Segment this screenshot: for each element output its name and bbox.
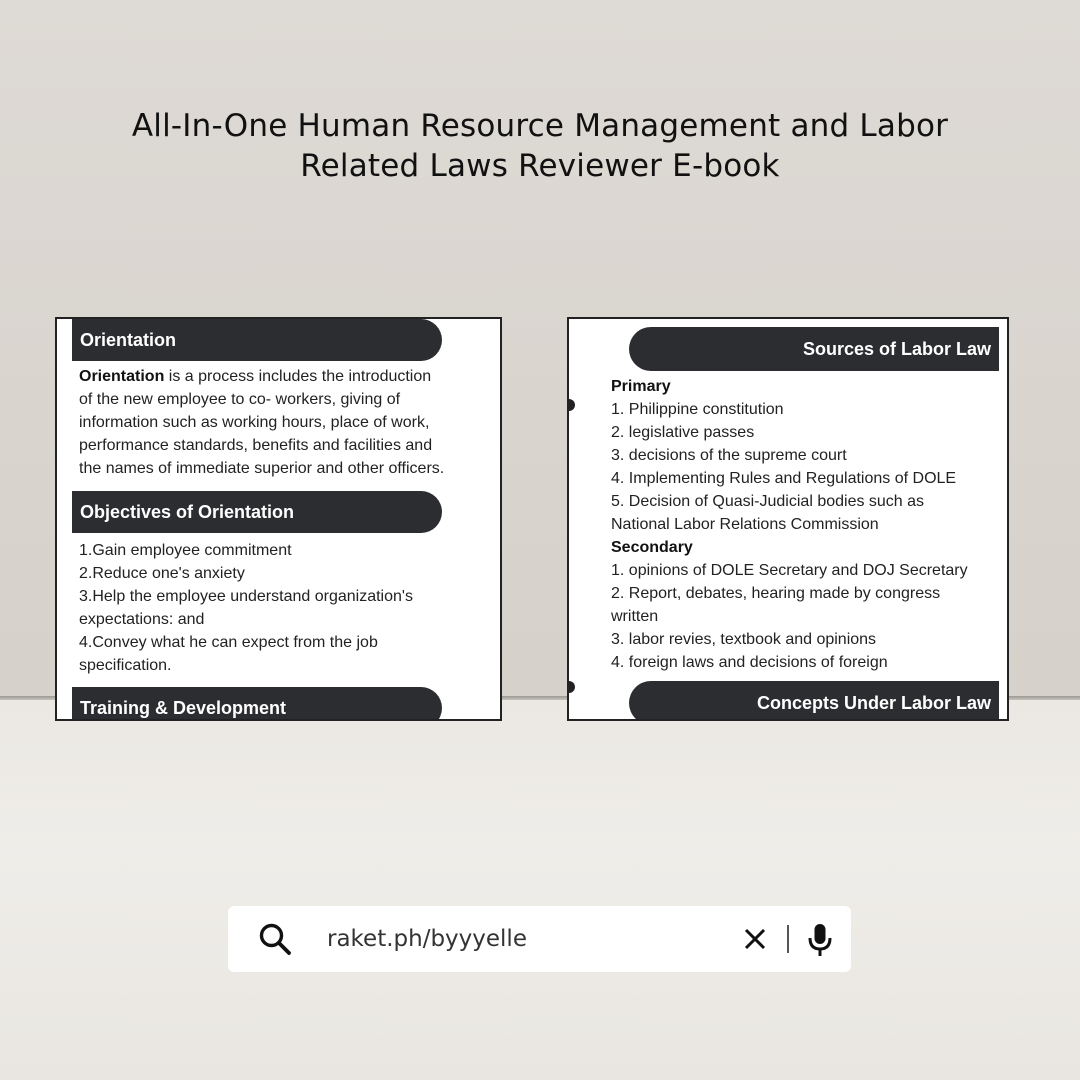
preview-page-left [55, 317, 502, 721]
paragraph-line: of the new employee to co- workers, giving of [79, 391, 401, 408]
orientation-paragraph [79, 365, 444, 480]
close-icon[interactable] [742, 926, 768, 952]
list-item: National Labor Relations Commission [611, 516, 879, 533]
list-item: 1. opinions of DOLE Secretary and DOJ Secretary [611, 562, 968, 579]
paragraph-line: information such as working hours, place of work, [79, 414, 430, 431]
sources-heading: Sources of Labor Law [629, 327, 999, 371]
objectives-heading: Objectives of Orientation [72, 491, 442, 533]
list-item: 2.Reduce one's anxiety [79, 565, 245, 582]
list-item: specification. [79, 657, 172, 674]
binder-hole-icon [567, 681, 575, 693]
paragraph-line: Orientation is a process includes the introduction [79, 368, 432, 385]
orientation-term: Orientation [79, 368, 165, 385]
list-item: 4. Implementing Rules and Regulations of DOLE [611, 470, 957, 487]
page-title [40, 106, 1040, 186]
list-item: 3. decisions of the supreme court [611, 447, 847, 464]
search-input[interactable]: raket.ph/byyyelle [327, 926, 527, 952]
concepts-heading: Concepts Under Labor Law [629, 681, 999, 721]
search-divider [787, 925, 789, 953]
list-item: 4.Convey what he can expect from the job [79, 634, 378, 651]
title-line-2: Related Laws Reviewer E-book [300, 148, 780, 184]
list-item: 5. Decision of Quasi-Judicial bodies such as [611, 493, 925, 510]
list-item: 1.Gain employee commitment [79, 542, 292, 559]
list-item: 3.Help the employee understand organization's [79, 588, 413, 605]
list-item: 3. labor revies, textbook and opinions [611, 631, 877, 648]
list-item: expectations: and [79, 611, 205, 628]
list-item: 2. legislative passes [611, 424, 755, 441]
mic-icon[interactable] [806, 923, 834, 957]
search-icon[interactable] [258, 922, 292, 956]
list-item: 1. Philippine constitution [611, 401, 784, 418]
training-heading: Training & Development [72, 687, 442, 721]
secondary-label: Secondary [611, 539, 693, 556]
binder-hole-icon [567, 399, 575, 411]
paragraph-line: the names of immediate superior and other officers. [79, 460, 445, 477]
background-floor [0, 700, 1080, 1080]
primary-label: Primary [611, 378, 671, 395]
list-item: written [611, 608, 659, 625]
search-bar[interactable] [228, 906, 851, 972]
orientation-heading: Orientation [72, 319, 442, 361]
title-line-1: All-In-One Human Resource Management and Labor [131, 108, 949, 144]
objectives-list [79, 539, 413, 677]
sources-list [611, 375, 968, 674]
preview-page-right [567, 317, 1009, 721]
list-item: 4. foreign laws and decisions of foreign [611, 654, 888, 671]
paragraph-line: performance standards, benefits and facilities and [79, 437, 433, 454]
list-item: 2. Report, debates, hearing made by congress [611, 585, 941, 602]
